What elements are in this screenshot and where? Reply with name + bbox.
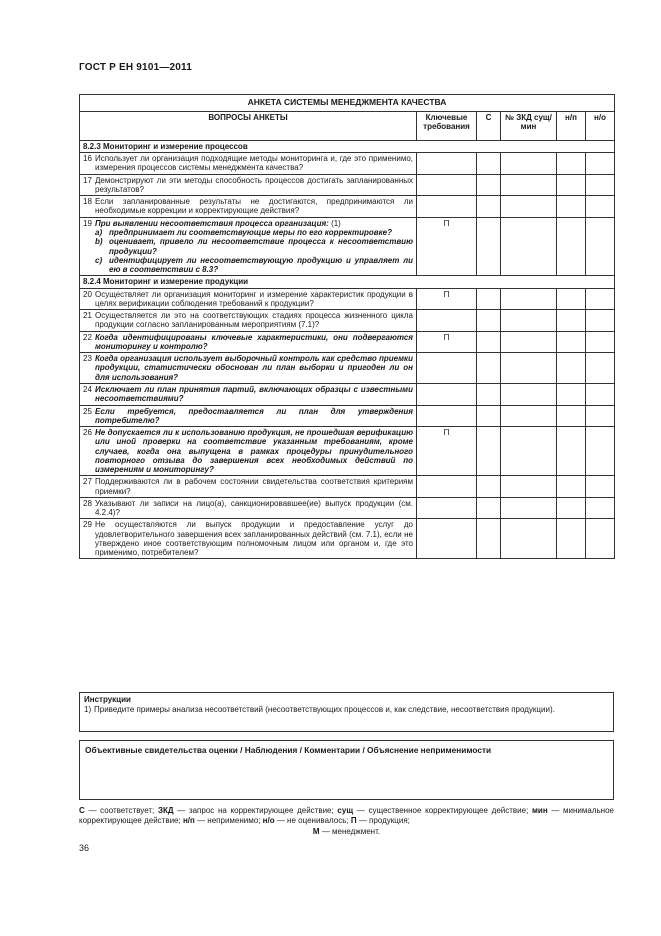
legend-last: [79, 827, 614, 837]
question-cell: [80, 405, 417, 427]
no-cell[interactable]: [586, 383, 615, 405]
section-row: [80, 276, 615, 288]
sub-item-label: a): [95, 227, 103, 237]
section-row: [80, 140, 615, 152]
question-body: [95, 499, 413, 518]
question-text: Когда организация использует выборочный контроль как средство приемки продукции, статистически обоснован ли план выборки и пригоден ли он для использования?: [95, 354, 413, 382]
np-cell[interactable]: [557, 519, 586, 559]
question-cell: [80, 288, 417, 310]
question: [83, 520, 413, 557]
np-cell[interactable]: [557, 383, 586, 405]
question-body: [95, 407, 413, 426]
question-row: [80, 217, 615, 276]
legend-abbr: н/п: [182, 816, 195, 826]
key-requirement-cell: [417, 405, 477, 427]
zkd-cell[interactable]: [501, 153, 557, 175]
np-cell[interactable]: [557, 427, 586, 476]
sub-item: [95, 237, 413, 256]
question-cell: [80, 196, 417, 218]
question-number: 25: [83, 406, 92, 416]
c-cell[interactable]: [477, 405, 501, 427]
question: [83, 428, 413, 474]
question-body: [95, 197, 413, 216]
question-number: 29: [83, 520, 92, 530]
question-row: [80, 310, 615, 332]
sub-item-label: b): [95, 237, 103, 247]
zkd-cell[interactable]: [501, 383, 557, 405]
col-c: С: [477, 111, 501, 140]
question-body: [95, 154, 413, 173]
question-number: 27: [83, 477, 92, 487]
question: [83, 219, 413, 275]
sub-item-text: оценивает, привело ли несоответствие процесса к несоответствию продукции?: [109, 237, 413, 256]
zkd-cell[interactable]: [501, 331, 557, 353]
no-cell[interactable]: [586, 353, 615, 384]
np-cell[interactable]: [557, 174, 586, 196]
question-number: 20: [83, 289, 92, 299]
question: [83, 499, 413, 518]
zkd-cell[interactable]: [501, 196, 557, 218]
question-cell: [80, 476, 417, 498]
np-cell[interactable]: [557, 153, 586, 175]
c-cell[interactable]: [477, 174, 501, 196]
key-requirement-cell: [417, 153, 477, 175]
np-cell[interactable]: [557, 196, 586, 218]
np-cell[interactable]: [557, 310, 586, 332]
no-cell[interactable]: [586, 405, 615, 427]
col-zkd: № ЗКД сущ/мин: [501, 111, 557, 140]
question-text: Если требуется, предоставляется ли план для утверждения потребителю?: [95, 406, 413, 425]
legend-desc: — запрос на корректирующее действие;: [173, 806, 338, 815]
no-cell[interactable]: [586, 476, 615, 498]
key-requirement-cell: П: [417, 288, 477, 310]
question-ref: (1): [328, 218, 341, 228]
question-row: [80, 331, 615, 353]
np-cell[interactable]: [557, 405, 586, 427]
key-requirement-cell: [417, 519, 477, 559]
question: [83, 311, 413, 330]
col-no: н/о: [586, 111, 615, 140]
question-text: Исключает ли план принятия партий, включающих образцы с известными несоответствиями?: [95, 384, 413, 404]
question-body: [95, 290, 413, 309]
c-cell[interactable]: [477, 497, 501, 519]
question-body: [95, 311, 413, 330]
question-text: Если запланированные результаты не достигаются, предпринимаются ли необходимые коррекции и корректирующие действия?: [95, 197, 413, 216]
np-cell[interactable]: [557, 331, 586, 353]
question-number: 28: [83, 498, 92, 508]
sub-item-text: предпринимает ли соответствующие меры по его корректировке?: [109, 227, 392, 237]
question: [83, 477, 413, 496]
no-cell[interactable]: [586, 497, 615, 519]
questionnaire-table: [79, 94, 615, 559]
no-cell[interactable]: [586, 217, 615, 276]
question-row: [80, 476, 615, 498]
question-body: [95, 219, 413, 275]
question-row: [80, 353, 615, 384]
question-row: [80, 174, 615, 196]
legend-line: [79, 806, 614, 827]
zkd-cell[interactable]: [501, 497, 557, 519]
col-np: н/п: [557, 111, 586, 140]
no-cell[interactable]: [586, 196, 615, 218]
question-text: Использует ли организация подходящие методы мониторинга и, где это применимо, измерения процессов системы менеджмента качества?: [95, 154, 413, 173]
key-requirement-cell: [417, 196, 477, 218]
question-number: 17: [83, 175, 92, 185]
instruction-item: [84, 705, 609, 715]
sub-item-text: идентифицирует ли несоответствующую продукцию и управляет ли ею в соответствии с 8.3?: [109, 255, 413, 275]
key-requirement-cell: [417, 174, 477, 196]
instruction-text: Приведите примеры анализа несоответствий (несоответствующих процессов и, как следствие, несоответствия продукции).: [94, 704, 555, 714]
question-text: Не допускается ли к использованию продукция, не прошедшая верификацию или иной проверки на соответствие указанным требованиям, кроме случаев, когда она выпущена в рамках процедуры принудительного повторного отзыва до завершения всех необходимых действий по измерениям и мониторингу?: [95, 428, 413, 475]
question-number: 16: [83, 154, 92, 164]
zkd-cell[interactable]: [501, 288, 557, 310]
question: [83, 385, 413, 404]
zkd-cell[interactable]: [501, 174, 557, 196]
no-cell[interactable]: [586, 331, 615, 353]
legend-desc: — неприменимо;: [194, 816, 263, 826]
c-cell[interactable]: [477, 310, 501, 332]
question-row: [80, 153, 615, 175]
col-questions: ВОПРОСЫ АНКЕТЫ: [80, 111, 417, 140]
question-cell: [80, 519, 417, 559]
question-number: 26: [83, 428, 92, 438]
zkd-cell[interactable]: [501, 405, 557, 427]
key-requirement-cell: П: [417, 331, 477, 353]
question-text: Осуществляется ли это на соответствующих стадиях процесса жизненного цикла продукции согласно запланированным мероприятиям (7.1)?: [95, 311, 413, 330]
question-number: 22: [83, 332, 92, 342]
no-cell[interactable]: [586, 519, 615, 559]
legend-abbr: мин: [531, 806, 548, 815]
question-number: 19: [83, 218, 92, 228]
document-header: ГОСТ Р ЕН 9101—2011: [79, 62, 193, 73]
question-text: При выявлении несоответствия процесса организация:: [95, 218, 329, 228]
col-key-requirements: Ключевые требования: [417, 111, 477, 140]
legend-abbr: н/о: [262, 816, 275, 826]
question-number: 24: [83, 384, 92, 394]
no-cell[interactable]: [586, 310, 615, 332]
question-body: [95, 477, 413, 496]
zkd-cell[interactable]: [501, 476, 557, 498]
question-number: 21: [83, 311, 92, 321]
key-requirement-cell: [417, 497, 477, 519]
question-number: 18: [83, 197, 92, 207]
no-cell[interactable]: [586, 288, 615, 310]
question-body: [95, 428, 413, 474]
c-cell[interactable]: [477, 331, 501, 353]
legend-abbr: сущ: [337, 806, 354, 815]
zkd-cell[interactable]: [501, 427, 557, 476]
question-cell: [80, 217, 417, 276]
question: [83, 354, 413, 382]
instructions-title: Инструкции: [84, 695, 131, 704]
question: [83, 154, 413, 173]
key-requirement-cell: [417, 383, 477, 405]
c-cell[interactable]: [477, 196, 501, 218]
legend: [79, 806, 614, 837]
question-row: [80, 288, 615, 310]
question-row: [80, 519, 615, 559]
question-body: [95, 354, 413, 382]
zkd-cell[interactable]: [501, 519, 557, 559]
page-number: 36: [79, 843, 90, 853]
c-cell[interactable]: [477, 288, 501, 310]
c-cell[interactable]: [477, 519, 501, 559]
question-body: [95, 385, 413, 404]
table-title: АНКЕТА СИСТЕМЫ МЕНЕДЖМЕНТА КАЧЕСТВА: [80, 95, 615, 112]
evidence-box[interactable]: [79, 740, 614, 800]
np-cell[interactable]: [557, 217, 586, 276]
legend-desc: — соответствует;: [84, 806, 158, 815]
no-cell[interactable]: [586, 153, 615, 175]
question-cell: [80, 331, 417, 353]
legend-desc: — не оценивалось;: [274, 816, 351, 826]
question-number: 23: [83, 354, 92, 364]
question-row: [80, 405, 615, 427]
legend-desc: — менеджмент.: [319, 826, 381, 836]
question: [83, 333, 413, 352]
legend-abbr: С: [79, 806, 85, 815]
question-cell: [80, 427, 417, 476]
key-requirement-cell: [417, 353, 477, 384]
legend-abbr: П: [350, 816, 357, 826]
key-requirement-cell: [417, 476, 477, 498]
question-cell: [80, 153, 417, 175]
question-cell: [80, 497, 417, 519]
zkd-cell[interactable]: [501, 310, 557, 332]
c-cell[interactable]: [477, 476, 501, 498]
c-cell[interactable]: [477, 427, 501, 476]
zkd-cell[interactable]: [501, 353, 557, 384]
sub-item: [95, 256, 413, 275]
key-requirement-cell: П: [417, 427, 477, 476]
question: [83, 176, 413, 195]
question-cell: [80, 383, 417, 405]
c-cell[interactable]: [477, 353, 501, 384]
evidence-title: Объективные свидетельства оценки / Наблюдения / Комментарии / Объяснение неприменимости: [85, 745, 492, 755]
key-requirement-cell: [417, 310, 477, 332]
question-cell: [80, 174, 417, 196]
legend-abbr: М: [312, 826, 320, 836]
c-cell[interactable]: [477, 217, 501, 276]
instruction-number: 1): [84, 704, 92, 714]
question-text: Поддерживаются ли в рабочем состоянии свидетельства соответствия критериям приемки?: [95, 477, 413, 496]
question-row: [80, 427, 615, 476]
question-row: [80, 383, 615, 405]
np-cell[interactable]: [557, 476, 586, 498]
c-cell[interactable]: [477, 383, 501, 405]
question-text: Осуществляет ли организация мониторинг и измерение характеристик продукции в целях верификации соблюдения требований к продукции?: [95, 289, 413, 308]
question-body: [95, 176, 413, 195]
question-body: [95, 333, 413, 352]
zkd-cell[interactable]: [501, 217, 557, 276]
question-row: [80, 196, 615, 218]
question-text: Когда идентифицированы ключевые характеристики, они подвергаются мониторингу и контролю?: [95, 332, 413, 351]
c-cell[interactable]: [477, 153, 501, 175]
question-row: [80, 497, 615, 519]
question: [83, 407, 413, 426]
np-cell[interactable]: [557, 353, 586, 384]
question-text: Указывают ли записи на лицо(а), санкционировавшее(ие) выпуск продукции (см. 4.2.4)?: [95, 498, 413, 518]
np-cell[interactable]: [557, 288, 586, 310]
no-cell[interactable]: [586, 174, 615, 196]
legend-desc: — минимальное корректирующее действие;: [79, 806, 614, 826]
question-cell: [80, 310, 417, 332]
instructions-box: [79, 692, 614, 732]
question: [83, 290, 413, 309]
sub-item: [95, 228, 413, 237]
sub-item-label: c): [95, 255, 103, 265]
legend-desc: — продукция;: [356, 816, 410, 826]
key-requirement-cell: П: [417, 217, 477, 276]
question-text: Не осуществляются ли выпуск продукции и предоставление услуг до удовлетворительного завершения всех запланированных действий (см. 7.1), если не утверждено иное соответствующим полномочным лицом или органом и, где это применимо, потребителем?: [95, 520, 413, 558]
question-body: [95, 520, 413, 557]
no-cell[interactable]: [586, 427, 615, 476]
question-text: Демонстрируют ли эти методы способность процессов достигать запланированных результатов?: [95, 175, 413, 194]
section-title: 8.2.4 Мониторинг и измерение продукции: [80, 276, 615, 288]
np-cell[interactable]: [557, 497, 586, 519]
section-title: 8.2.3 Мониторинг и измерение процессов: [80, 140, 615, 152]
legend-desc: — существенное корректирующее действие;: [353, 806, 532, 815]
legend-abbr: ЗКД: [157, 806, 174, 815]
question-cell: [80, 353, 417, 384]
question: [83, 197, 413, 216]
